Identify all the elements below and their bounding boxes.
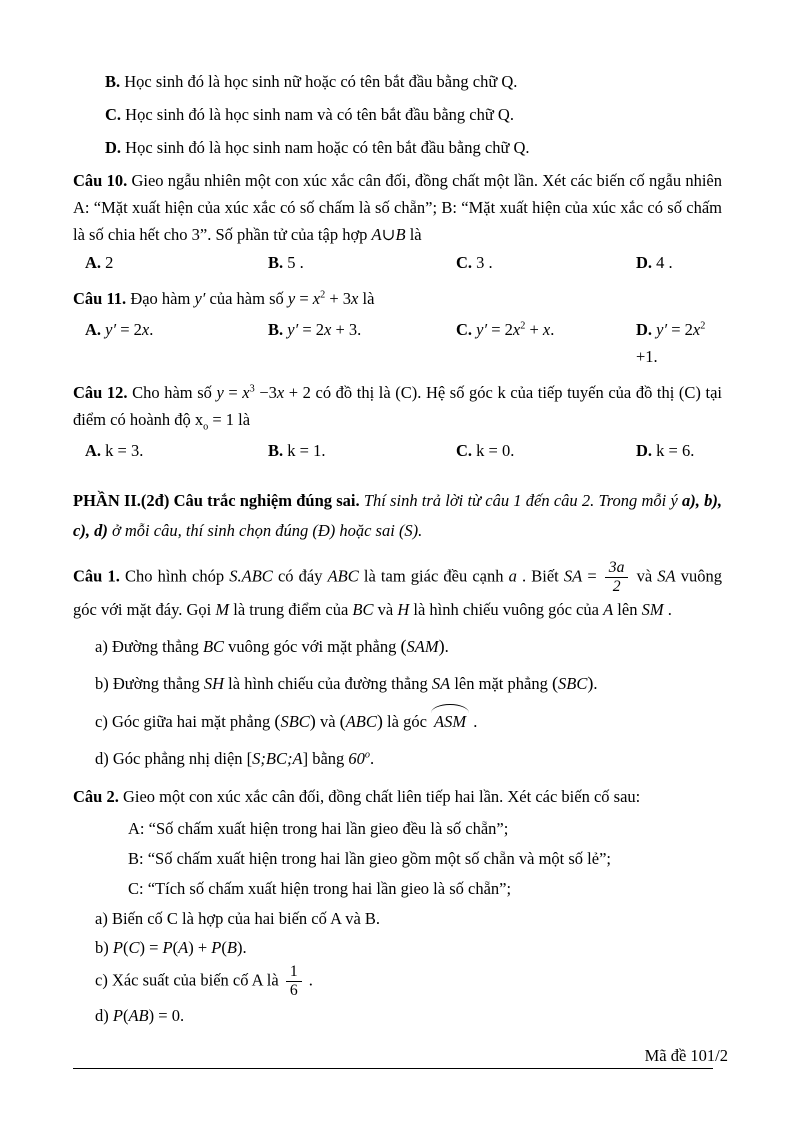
question-2-events	[73, 814, 722, 904]
q2-event-c: C: “Tích số chấm xuất hiện trong hai lần gieo là số chẵn”;	[128, 878, 512, 898]
q12-option-a: A. k = 3.	[85, 441, 144, 460]
option-line-d: D. Học sinh đó là học sinh nam hoặc có tên bắt đầu bằng chữ Q.	[105, 138, 530, 157]
q2-item-a: a) Biến cố C là hợp của hai biến cố A và B.	[95, 908, 381, 928]
option-line-b: B. Học sinh đó là học sinh nữ hoặc có tên bắt đầu bằng chữ Q.	[105, 72, 518, 91]
carryover-options	[73, 68, 722, 161]
q2-event-a: A: “Số chấm xuất hiện trong hai lần gieo đều là số chẵn”;	[128, 818, 509, 838]
question-11-text: Câu 11. Đạo hàm y′ của hàm số $y = x^2 + 3x$ là	[73, 289, 375, 308]
q1-item-d: d) Góc phẳng nhị diện [S;BC;A] bằng 60$^o$.	[95, 748, 375, 768]
q10-option-b: B. 5 .	[268, 253, 304, 272]
question-12-options	[73, 437, 722, 464]
q10-option-a: A. 2	[85, 253, 114, 272]
q10-option-c: C. 3 .	[456, 253, 493, 272]
question-10-options	[73, 249, 722, 276]
exam-code: Mã đề 101/2	[644, 1046, 728, 1065]
q1-item-c: c) Góc giữa hai mặt phẳng (SBC) và (ABC) là góc ASM .	[95, 707, 722, 736]
q2-item-b: b) P(C) = P(A) + P(B).	[95, 937, 247, 957]
question-1-items	[73, 633, 722, 773]
question-1-text: Câu 1. Cho hình chóp S.ABC có đáy ABC là tam giác đều cạnh a . Biết SA = $\frac{3a}{2}$ và SA vuông góc với mặt đáy. Gọi M là trung điểm của BC và H là hình chiếu vuông góc của A lên SM .	[73, 559, 722, 619]
option-line-c: C. Học sinh đó là học sinh nam và có tên bắt đầu bằng chữ Q.	[105, 105, 514, 124]
exam-content	[73, 68, 722, 1032]
question-2-items	[73, 906, 722, 1029]
q11-option-d: D. $y' = 2x^2 +1$.	[636, 320, 706, 366]
q2-event-b: B: “Số chấm xuất hiện trong hai lần gieo gồm một số chẵn và một số lẻ”;	[128, 848, 611, 868]
q1-item-a: a) Đường thẳng BC vuông góc với mặt phẳng (SAM).	[95, 635, 449, 656]
q2-item-d: d) P(AB) = 0.	[95, 1005, 185, 1025]
q11-option-c: C. $y' = 2x^2 + x$.	[456, 320, 555, 339]
question-12-text: Câu 12. Cho hàm số $y = x^3 -3x + 2$ có đồ thị là (C). Hệ số góc k của tiếp tuyến của đồ thị (C) tại điểm có hoành độ $x_o = 1$ là	[73, 383, 722, 433]
q11-option-b: B. y′ = 2x + 3.	[268, 320, 362, 339]
part2-heading: PHẦN II.(2đ) Câu trắc nghiệm đúng sai. Thí sinh trả lời từ câu 1 đến câu 2. Trong mỗi ý a), b), c), d) ở mỗi câu, thí sinh chọn đúng (Đ) hoặc sai (S).	[73, 491, 722, 540]
question-10-text: Câu 10. Gieo ngẫu nhiên một con xúc xắc cân đối, đồng chất một lần. Xét các biến cố ngẫu nhiên A: “Mặt xuất hiện của xúc xắc có số chấm là số chẵn”; B: “Mặt xuất hiện của xúc xắc có số chấm là số chia hết cho 3”. Số phần tử của tập hợp A∪B là	[73, 171, 723, 244]
q12-option-d: D. k = 6.	[636, 441, 695, 460]
q12-option-b: B. k = 1.	[268, 441, 326, 460]
q10-option-d: D. 4 .	[636, 253, 673, 272]
q11-option-a: A. y′ = 2x.	[85, 320, 154, 339]
q12-option-c: C. k = 0.	[456, 441, 515, 460]
question-11-options	[73, 316, 722, 370]
q2-item-c: c) Xác suất của biến cố A là $\frac{1}{6}$ .	[95, 962, 313, 1000]
question-2-text: Câu 2. Gieo một con xúc xắc cân đối, đồng chất liên tiếp hai lần. Xét các biến cố sau:	[73, 786, 641, 806]
footer-rule	[73, 1068, 713, 1069]
q1-item-b: b) Đường thẳng SH là hình chiếu của đường thẳng SA lên mặt phẳng (SBC).	[95, 672, 598, 693]
